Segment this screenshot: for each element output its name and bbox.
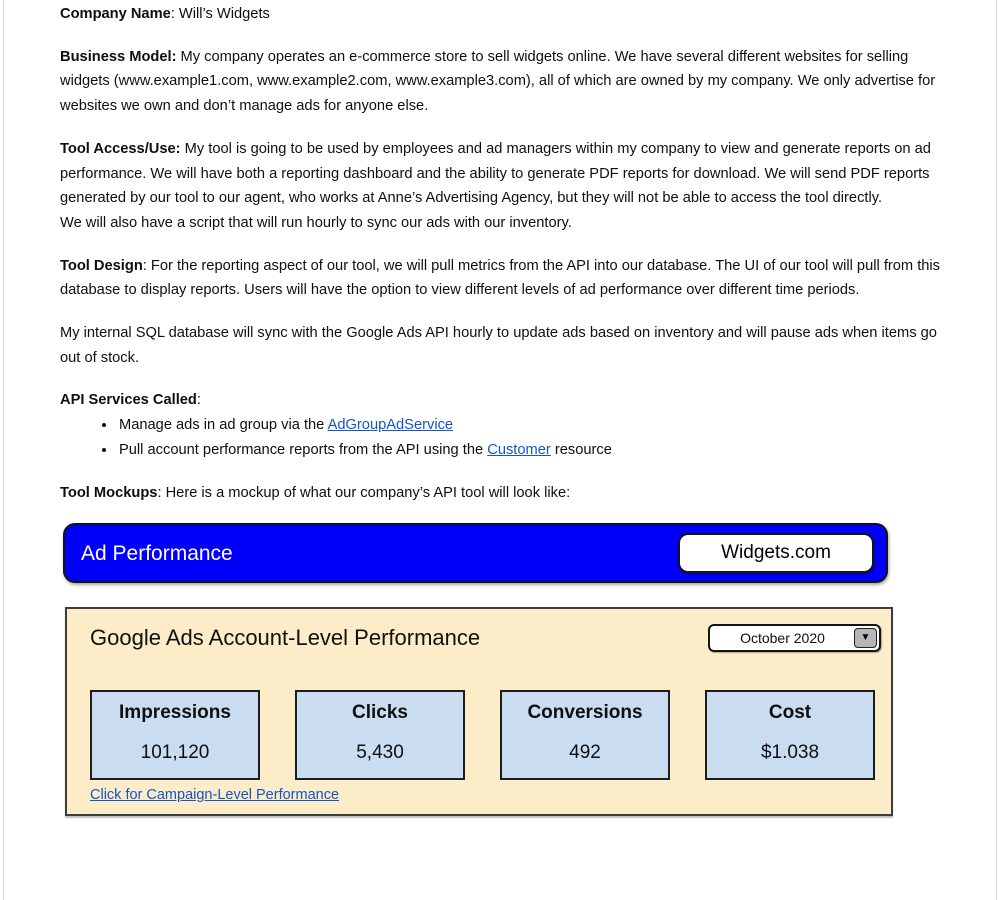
business-model-label: Business Model:	[60, 48, 177, 65]
mockup-header-title: Ad Performance	[81, 541, 233, 565]
tool-access-line2: We will also have a script that will run hourly to sync our ads with our inventory.	[60, 214, 572, 231]
metric-value: 492	[569, 741, 601, 763]
metric-label: Cost	[768, 702, 812, 724]
customer-link[interactable]: Customer	[487, 441, 551, 458]
list-item: • Pull account performance reports from the API using the Customer resource	[117, 438, 942, 463]
paragraph-api-services: API Services Called:	[60, 392, 201, 409]
tool-access-text: My tool is going to be used by employees and ad managers within my company to view and generate reports on ad performance. We will have both a reporting dashboard and the ability to generate PDF reports for download. We will send PDF reports generated by our tool to our agent, who works at Anne’s Advertising Agency, but they will not be able to access the tool directly.	[60, 140, 931, 207]
paragraph-tool-access	[60, 137, 942, 236]
metric-cards-row	[90, 690, 875, 780]
adgroupadservice-link[interactable]: AdGroupAdService	[327, 417, 454, 434]
paragraph-company-name	[60, 2, 942, 27]
tool-mockups-text: : Here is a mockup of what our company’s API tool will look like:	[157, 484, 571, 501]
panel-title: Google Ads Account-Level Performance	[90, 625, 481, 651]
page-left-border	[3, 0, 4, 900]
paragraph-business-model	[60, 45, 942, 119]
metric-label: Conversions	[527, 702, 643, 724]
month-dropdown[interactable]	[708, 624, 881, 652]
metric-label: Impressions	[119, 702, 231, 724]
metric-value: 5,430	[356, 741, 404, 763]
tool-access-label: Tool Access/Use:	[60, 140, 181, 157]
paragraph-tool-design	[60, 254, 942, 303]
tool-design-label: Tool Design	[60, 257, 143, 274]
mockup-header-bar	[63, 523, 888, 583]
metric-card-cost	[705, 690, 875, 780]
metric-label: Clicks	[352, 702, 408, 724]
list-item: • Manage ads in ad group via the AdGroupAdService	[117, 413, 942, 438]
paragraph-sql-sync: My internal SQL database will sync with the Google Ads API hourly to update ads based on inventory and will pause ads when items go out of stock.	[60, 325, 937, 366]
metric-card-clicks	[295, 690, 465, 780]
metric-card-impressions	[90, 690, 260, 780]
page-right-border	[996, 0, 997, 900]
widgets-com-button[interactable]: Widgets.com	[678, 533, 874, 573]
month-dropdown-value: October 2020	[740, 629, 825, 646]
metric-card-conversions	[500, 690, 670, 780]
paragraph-tool-mockups	[60, 481, 942, 506]
campaign-level-link[interactable]: Click for Campaign-Level Performance	[90, 786, 340, 803]
company-name-label: Company Name	[60, 6, 171, 22]
metric-value: 101,120	[140, 741, 210, 763]
api-services-list	[60, 413, 942, 462]
api-services-label: API Services Called	[60, 392, 197, 409]
company-name-value: : Will’s Widgets	[170, 6, 270, 22]
business-model-text: My company operates an e-commerce store to sell widgets online. We have several different websites for selling widgets (www.example1.com, www.example2.com, www.example3.com), all of which are owned by my company. We only advertise for websites we own and don’t manage ads for anyone else.	[60, 48, 936, 115]
tool-design-text: : For the reporting aspect of our tool, we will pull metrics from the API into our database. The UI of our tool will pull from this database to display reports. Users will have the option to view different levels of ad performance over different time periods.	[60, 257, 941, 299]
chevron-down-icon[interactable]: ▼	[854, 628, 877, 648]
account-performance-panel	[65, 607, 893, 816]
tool-mockups-label: Tool Mockups	[60, 484, 158, 501]
metric-value: $1.038	[760, 741, 820, 763]
